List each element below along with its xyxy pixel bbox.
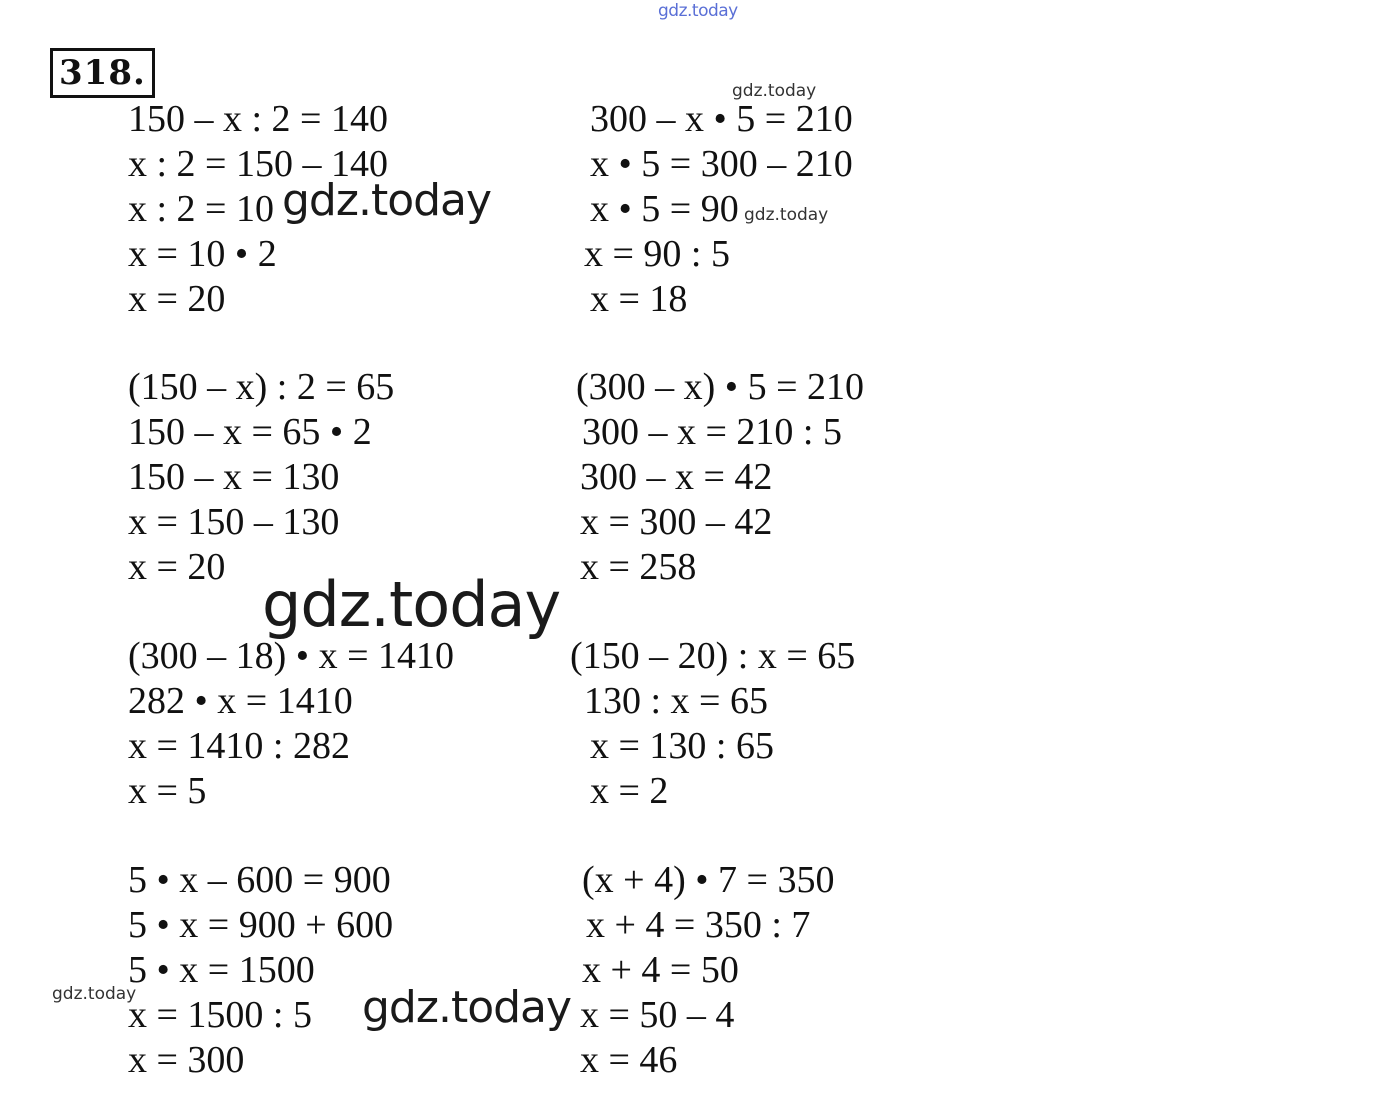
equation-line: x = 20 [128, 278, 226, 320]
equation-line: 130 : x = 65 [584, 680, 768, 722]
equation-line: 5 • x = 1500 [128, 949, 315, 991]
equation-line: 150 – x = 130 [128, 456, 340, 498]
equation-line: (150 – 20) : x = 65 [570, 635, 856, 677]
equation-line: x = 90 : 5 [584, 233, 730, 275]
watermark-medium: gdz.today [362, 982, 572, 1033]
equation-line: 300 – x = 42 [580, 456, 773, 498]
equation-line: x = 1410 : 282 [128, 725, 350, 767]
equation-line: x • 5 = 300 – 210 [590, 143, 853, 185]
equation-line: x = 130 : 65 [590, 725, 774, 767]
equation-line: x = 5 [128, 770, 207, 812]
watermark-large: gdz.today [262, 568, 561, 641]
watermark-small: gdz.today [52, 984, 137, 1004]
equation-line: (150 – x) : 2 = 65 [128, 366, 395, 408]
equation-line: x = 300 [128, 1039, 245, 1081]
equation-line: (300 – 18) • x = 1410 [128, 635, 455, 677]
equation-line: 282 • x = 1410 [128, 680, 353, 722]
equation-line: 5 • x – 600 = 900 [128, 859, 391, 901]
equation-line: x = 46 [580, 1039, 678, 1081]
equation-line: (300 – x) • 5 = 210 [576, 366, 865, 408]
watermark-medium: gdz.today [282, 175, 492, 226]
equation-line: x = 300 – 42 [580, 501, 773, 543]
equation-line: x + 4 = 350 : 7 [586, 904, 811, 946]
equation-line: 150 – x : 2 = 140 [128, 98, 388, 140]
watermark-top: gdz.today [658, 1, 738, 21]
equation-line: x : 2 = 150 – 140 [128, 143, 388, 185]
equation-line: x = 18 [590, 278, 688, 320]
equation-line: x = 1500 : 5 [128, 994, 312, 1036]
watermark-small: gdz.today [744, 205, 829, 225]
equation-line: x • 5 = 90 [590, 188, 739, 230]
problem-number: 318. [50, 48, 155, 98]
equation-line: x : 2 = 10 [128, 188, 274, 230]
equation-line: 300 – x • 5 = 210 [590, 98, 853, 140]
equation-line: x = 10 • 2 [128, 233, 277, 275]
equation-line: x = 150 – 130 [128, 501, 340, 543]
equation-line: x = 2 [590, 770, 669, 812]
equation-line: 150 – x = 65 • 2 [128, 411, 372, 453]
equation-line: 300 – x = 210 : 5 [582, 411, 842, 453]
equation-line: x + 4 = 50 [582, 949, 739, 991]
equation-line: (x + 4) • 7 = 350 [582, 859, 835, 901]
equation-line: 5 • x = 900 + 600 [128, 904, 394, 946]
equation-line: x = 50 – 4 [580, 994, 735, 1036]
equation-line: x = 258 [580, 546, 697, 588]
watermark-small: gdz.today [732, 81, 817, 101]
equation-line: x = 20 [128, 546, 226, 588]
